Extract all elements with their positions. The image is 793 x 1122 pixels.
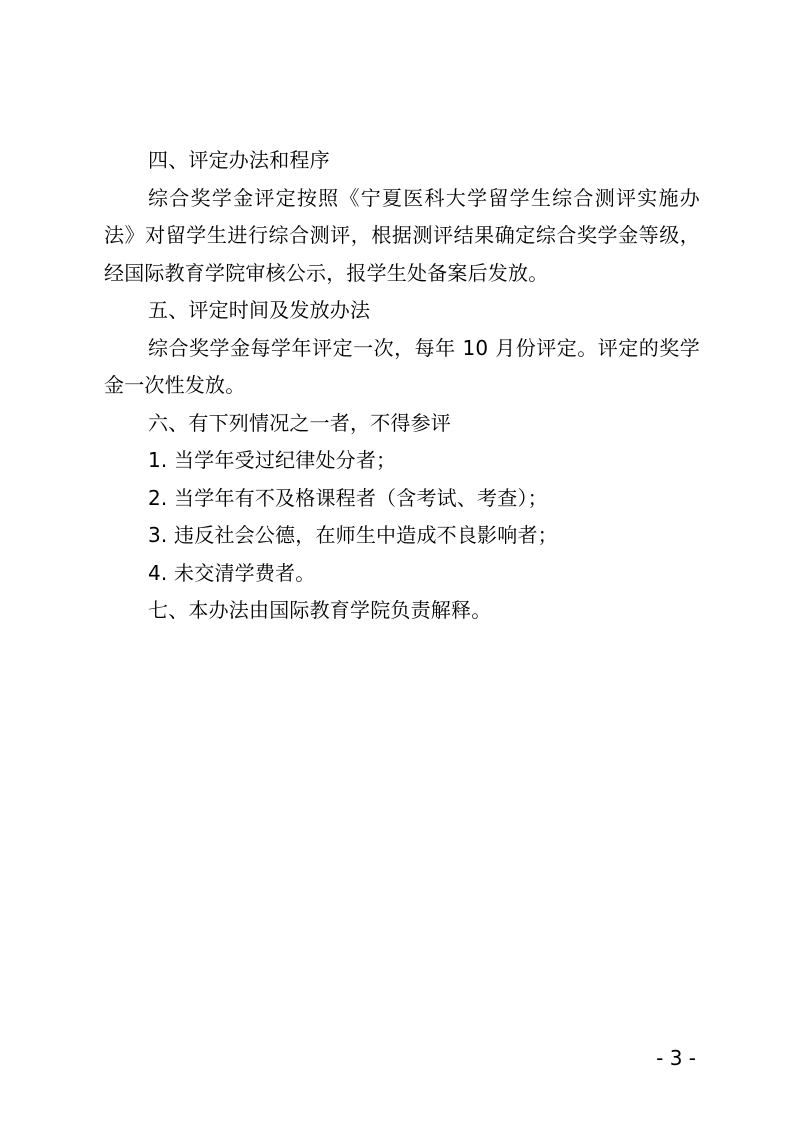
paragraph-evaluation-method: 综合奖学金评定按照《宁夏医科大学留学生综合测评实施办法》对留学生进行综合测评，根据测评结果确定综合奖学金等级，经国际教育学院审核公示，报学生处备案后发放。	[104, 185, 700, 285]
document-body	[104, 142, 700, 630]
list-item-ineligibility-3: 3. 违反社会公德，在师生中造成不良影响者；	[148, 523, 558, 547]
list-item-ineligibility-4: 4. 未交清学费者。	[148, 560, 316, 585]
section-heading-evaluation-time: 五、评定时间及发放办法	[148, 298, 371, 322]
list-item-ineligibility-1: 1. 当学年受过纪律处分者；	[148, 448, 397, 472]
section-heading-evaluation-method: 四、评定办法和程序	[148, 148, 330, 172]
section-heading-interpretation: 七、本办法由国际教育学院负责解释。	[148, 598, 492, 622]
section-heading-ineligibility: 六、有下列情况之一者，不得参评	[148, 410, 451, 435]
paragraph-evaluation-time: 综合奖学金每学年评定一次，每年 10 月份评定。评定的奖学金一次性发放。	[104, 335, 700, 397]
page-number: - 3 -	[656, 1046, 696, 1070]
list-item-ineligibility-2: 2. 当学年有不及格课程者（含考试、考查）；	[148, 485, 548, 510]
